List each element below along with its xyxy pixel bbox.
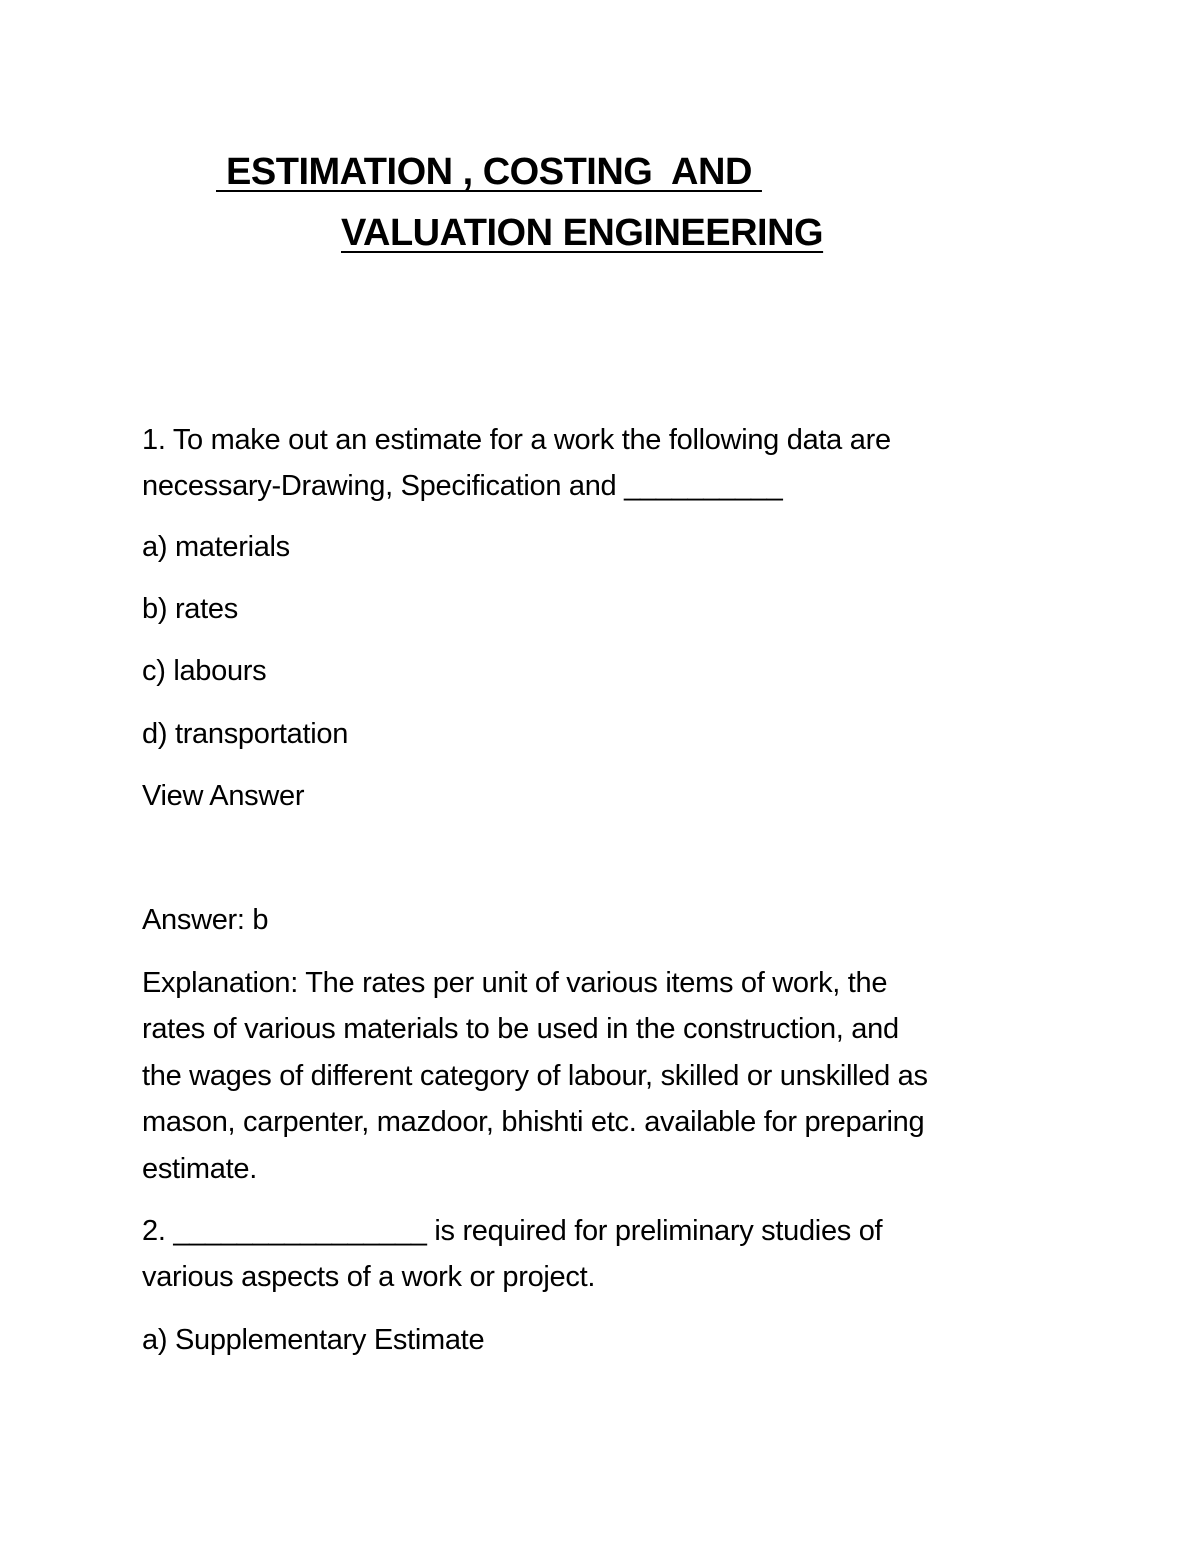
question-1-text-line-1: 1. To make out an estimate for a work the following data are bbox=[142, 424, 891, 456]
title-line-1: ESTIMATION , COSTING AND bbox=[216, 151, 762, 193]
question-2-option-a: a) Supplementary Estimate bbox=[142, 1324, 485, 1356]
title-line-2: VALUATION ENGINEERING bbox=[341, 212, 824, 254]
question-1-text-line-2: necessary-Drawing, Specification and __________ bbox=[142, 470, 783, 502]
explanation-line-5: estimate. bbox=[142, 1153, 257, 1185]
explanation-line-1: Explanation: The rates per unit of various items of work, the bbox=[142, 967, 888, 999]
question-1-option-a: a) materials bbox=[142, 531, 290, 563]
question-1-option-b: b) rates bbox=[142, 593, 238, 625]
question-2-text-line-2: various aspects of a work or project. bbox=[142, 1261, 596, 1293]
question-1-option-c: c) labours bbox=[142, 655, 267, 687]
question-2-text-line-1: 2. ________________ is required for preliminary studies of bbox=[142, 1215, 883, 1247]
explanation-line-2: rates of various materials to be used in the construction, and bbox=[142, 1013, 899, 1045]
question-1-answer: Answer: b bbox=[142, 904, 269, 936]
explanation-line-4: mason, carpenter, mazdoor, bhishti etc. available for preparing bbox=[142, 1106, 925, 1138]
explanation-line-3: the wages of different category of labour, skilled or unskilled as bbox=[142, 1060, 928, 1092]
view-answer-link[interactable]: View Answer bbox=[142, 780, 305, 812]
question-1-option-d: d) transportation bbox=[142, 718, 349, 750]
